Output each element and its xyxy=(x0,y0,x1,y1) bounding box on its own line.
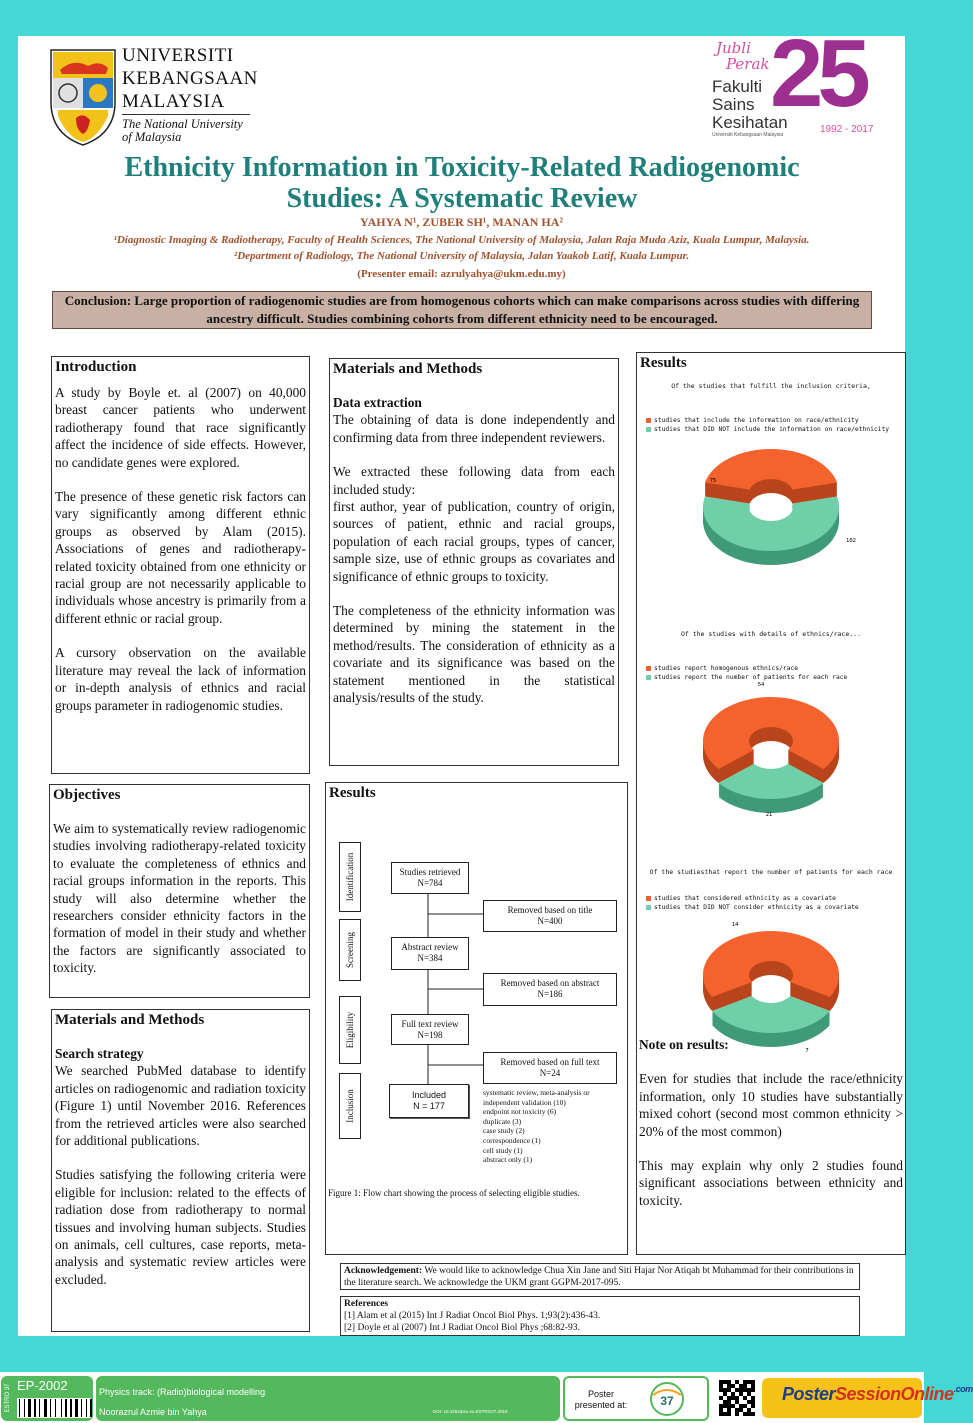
faculty-line: Kesihatan xyxy=(712,113,788,132)
subheading: Data extraction xyxy=(333,395,422,410)
footer-side xyxy=(3,1378,12,1418)
ukm-crest-logo xyxy=(48,42,118,147)
note-paragraph: Even for studies that include the race/ethnicity information, only 10 studies have substantially mixed cohort (second most common ethnicity > 20% of the most common) xyxy=(639,1071,903,1139)
stage-screening xyxy=(339,919,361,981)
section-heading: Objectives xyxy=(53,787,121,803)
box-fulltext-review xyxy=(391,1014,469,1045)
jubilee-university: Universiti Kebangsaan Malaysia xyxy=(712,132,784,138)
legend-swatch xyxy=(646,666,651,671)
references-heading: References xyxy=(344,1299,389,1309)
slice-value-label: 54 xyxy=(757,682,765,688)
slice-value-label: 21 xyxy=(765,812,773,818)
box-line: Abstract review xyxy=(401,942,459,952)
university-name-line: KEBANGSAAN xyxy=(122,68,258,89)
reference-item: [2] Doyle et al (2007) Int J Radiat Oncol Biol Phys ;68:82-93. xyxy=(344,1323,580,1333)
presented-line: presented at: xyxy=(574,1400,628,1410)
introduction-section xyxy=(51,356,310,774)
box-removed-fulltext xyxy=(483,1052,617,1084)
legend-label: studies report homogenous ethnics/race xyxy=(654,665,799,672)
paragraph: We extracted these following data from each included study: xyxy=(333,464,615,497)
footer-side-text: ESTRO 37 xyxy=(4,1383,11,1413)
reference-item: [1] Alam et al (2015) Int J Radiat Oncol Biol Phys. 1;93(2):436-43. xyxy=(344,1311,601,1321)
legend-label: studies that DID NOT include the information on race/ethnicity xyxy=(654,426,890,433)
methods-extraction-section xyxy=(329,358,619,766)
poster xyxy=(18,20,905,1336)
jubilee-logo xyxy=(712,20,882,140)
legend-entry xyxy=(646,673,847,682)
brand-part: SessionOnline xyxy=(835,1384,954,1404)
paragraph: We aim to systematically review radiogenomic studies involving radiotherapy-related toxicity to evaluate the completeness of ethnics and racial groups information in the reports. This study will also determine whether the researchers consider ethnicity factors in the formation of model in their study and whether the factors are significantly associated to toxicity. xyxy=(53,821,306,976)
university-name xyxy=(122,44,258,113)
affiliation-1: ¹Diagnostic Imaging & Radiotherapy, Faculty of Health Sciences, The National University of Malaysia, Jalan Raja Muda Aziz, Kuala Lumpur, Malaysia. xyxy=(113,234,810,246)
jubilee-number: 25 xyxy=(770,20,865,127)
legend-swatch xyxy=(646,418,651,423)
presented-text xyxy=(571,1389,631,1411)
doi-text: DOI: 10.3252/pso.eu.ESTRO37.2018 xyxy=(433,1409,508,1414)
slice-value-label: 75 xyxy=(709,478,717,484)
track-text: Physics track: (Radio)biological modelling xyxy=(99,1387,266,1397)
box-abstract-review xyxy=(391,937,469,970)
legend-swatch xyxy=(646,896,651,901)
poster-code: EP-2002 xyxy=(17,1378,68,1393)
chart-title: Of the studiesthat report the number of patients for each race xyxy=(649,868,893,876)
box-line: Full text review xyxy=(401,1019,459,1029)
paragraph: We searched PubMed database to identify articles on radiogenomic and radiation toxicity (Figure 1) until November 2016. References from the retrieved articles were also searched for additional publications. xyxy=(55,1063,306,1149)
note-heading: Note on results: xyxy=(639,1037,729,1052)
affiliation-2: ²Department of Radiology, The National University of Malaysia, Jalan Yaakob Latif, Kuala Lumpur. xyxy=(233,250,690,262)
objectives-section xyxy=(49,784,310,998)
exclusion-item: endpoint not toxicity (6) xyxy=(483,1107,557,1117)
section-heading: Results xyxy=(640,355,687,371)
paragraph: first author, year of publication, country of origin, sources of patient, ethnic and racial groups, population of each racial groups, types of cancer, sample size, use of ethnic groups as covariates and significance of ethnic groups to toxicity. xyxy=(333,499,615,584)
university-name-line: UNIVERSITI xyxy=(122,45,234,66)
presented-line: Poster xyxy=(587,1389,614,1399)
legend-swatch xyxy=(646,675,651,680)
note-paragraph: This may explain why only 2 studies found significant associations between ethnicity and toxicity. xyxy=(639,1158,903,1208)
paragraph: A study by Boyle et. al (2007) on 40,000 breast cancer patients who underwent radiotherapy found that race significantly affect the incidence of side effects. However, no candidate genes were explored. xyxy=(55,385,306,470)
subtitle-line: of Malaysia xyxy=(122,130,182,144)
donut-chart xyxy=(636,922,906,1052)
box-line: N = 177 xyxy=(413,1101,445,1111)
stage-label: Screening xyxy=(345,932,355,968)
stage-eligibility xyxy=(339,996,361,1064)
box-line: Removed based on full text xyxy=(500,1057,600,1067)
box-line: Studies retrieved xyxy=(399,867,461,877)
box-line: Included xyxy=(411,1090,447,1100)
footer-code-block xyxy=(1,1376,93,1421)
ack-label: Acknowledgement: xyxy=(344,1266,423,1276)
box-line: N=186 xyxy=(537,989,563,999)
methods-search-section xyxy=(51,1009,310,1332)
references-box xyxy=(340,1296,860,1336)
qr-code-icon xyxy=(718,1379,756,1417)
paragraph: Studies satisfying the following criteria were eligible for inclusion: related to the effects of radiation dose from radiotherapy to normal tissues and involving human subjects. Studies on animals, cell cultures, case reports, meta- analysis and systematic review articles were excluded. xyxy=(55,1167,306,1287)
acknowledgement-box xyxy=(340,1263,860,1290)
postersessiononline-logo xyxy=(762,1378,973,1418)
box-line: Removed based on abstract xyxy=(500,978,600,988)
legend-label: studies that include the information on race/ethnicity xyxy=(654,417,859,424)
box-line: N=24 xyxy=(539,1068,561,1078)
stage-label: Inclusion xyxy=(345,1089,355,1123)
slice-value-label: 7 xyxy=(805,1048,809,1054)
stage-inclusion xyxy=(339,1073,361,1139)
title-line: Studies: A Systematic Review xyxy=(286,183,638,214)
section-heading: Results xyxy=(329,785,376,801)
stage-identification xyxy=(339,842,361,912)
legend-entry xyxy=(646,664,847,673)
subheading: Search strategy xyxy=(55,1046,144,1061)
flowchart-connectors xyxy=(325,782,628,1255)
box-removed-title xyxy=(483,900,617,932)
legend-swatch xyxy=(646,427,651,432)
footer-info-block xyxy=(96,1376,560,1421)
footer xyxy=(0,1372,973,1423)
ack-text: We would like to acknowledge Chua Xin Jane and Siti Hajar Nor Atiqah bt Muhammad for their contributions in the literature search. We acknowledge the UKM grant GGPM-2017-095. xyxy=(344,1266,854,1288)
stage-label: Eligibility xyxy=(345,1011,355,1049)
box-line: N=400 xyxy=(537,916,563,926)
chart-legend xyxy=(646,664,847,682)
box-line: Removed based on title xyxy=(507,905,593,915)
title-line: Ethnicity Information in Toxicity-Related Radiogenomic xyxy=(124,152,800,183)
conclusion-banner: Conclusion: Large proportion of radiogenomic studies are from homogenous cohorts which can make comparisons across studies with differing ancestry difficult. Studies combining cohorts from different ethnicity need to be encouraged. xyxy=(52,291,872,329)
legend-entry xyxy=(646,903,859,912)
faculty-line: Fakulti xyxy=(712,77,763,96)
exclusion-item: correspondence (1) xyxy=(483,1135,541,1145)
university-subtitle xyxy=(122,118,243,144)
brand-part: .com xyxy=(953,1384,973,1394)
slice-value-label: 102 xyxy=(846,538,856,544)
exclusion-reasons xyxy=(483,1088,590,1165)
legend-label: studies that DID NOT consider ethnicity as a covariate xyxy=(654,904,859,911)
legend-swatch xyxy=(646,905,651,910)
legend-entry xyxy=(646,894,859,903)
chart-legend xyxy=(646,416,889,434)
jubilee-script-line: Jubli xyxy=(716,39,751,57)
jubilee-script-line: Perak xyxy=(726,55,770,73)
legend-entry xyxy=(646,416,889,425)
exclusion-item: abstract only (1) xyxy=(483,1155,533,1165)
author-text: Noorazrul Azmie bin Yahya xyxy=(99,1407,207,1417)
jubilee-script xyxy=(716,40,770,72)
exclusion-item: duplicate (3) xyxy=(483,1116,522,1126)
brand-text xyxy=(782,1384,973,1405)
university-name-line: MALAYSIA xyxy=(122,91,225,112)
subtitle-line: The National University xyxy=(122,117,243,131)
exclusion-item: cell study (1) xyxy=(483,1145,523,1155)
paragraph: The presence of these genetic risk factors can vary significantly among different ethnic groups as observed by Alam (2015). Associations of genes and radiotherapy-related toxicity obtained from one ethnicity or racial group are not necessarily applicable to individuals whose ancestry is primarily from a different ethnic or racial group. xyxy=(55,489,306,626)
box-line: N=784 xyxy=(417,878,443,888)
donut-chart xyxy=(636,682,906,818)
chart-title: Of the studies that fulfill the inclusion criteria, xyxy=(671,382,871,390)
barcode-icon xyxy=(17,1398,91,1418)
flowchart xyxy=(325,782,628,1255)
estro-logo xyxy=(647,1381,687,1417)
legend-label: studies report the number of patients for each race xyxy=(654,674,848,681)
brand-part: Poster xyxy=(782,1384,836,1404)
jubilee-years: 1992 - 2017 xyxy=(820,124,874,135)
paragraph: The obtaining of data is done independently and confirming data from three independent reviewers. xyxy=(333,412,615,445)
section-heading: Materials and Methods xyxy=(55,1012,205,1028)
estro-number: 37 xyxy=(660,1394,674,1408)
box-studies-retrieved xyxy=(391,862,469,894)
legend-entry xyxy=(646,425,889,434)
box-line: N=198 xyxy=(417,1030,443,1040)
note-on-results xyxy=(639,1036,903,1209)
box-removed-abstract xyxy=(483,973,617,1006)
poster-title xyxy=(58,152,866,214)
slice-value-label: 14 xyxy=(731,922,739,928)
section-heading: Introduction xyxy=(55,359,137,375)
exclusion-item: systematic review, meta-analysis or xyxy=(483,1088,590,1097)
chart-title: Of the studies with details of ethnics/race... xyxy=(680,630,861,638)
chart-legend xyxy=(646,894,859,912)
legend-label: studies that considered ethnicity as a covariate xyxy=(654,895,836,902)
presenter-email: (Presenter email: azrulyahya@ukm.edu.my) xyxy=(357,268,566,280)
stage-label: Identification xyxy=(345,852,355,902)
presented-at-block xyxy=(563,1376,709,1421)
figure-caption: Figure 1: Flow chart showing the process of selecting eligible studies. xyxy=(328,1188,580,1198)
paragraph: A cursory observation on the available literature may reveal the lack of information or in-depth analysis of ethnics and racial groups parameter in radiogenomic studies. xyxy=(55,645,306,713)
box-included xyxy=(389,1084,469,1118)
faculty-line: Sains xyxy=(712,95,755,114)
box-line: N=384 xyxy=(417,953,443,963)
exclusion-item: case study (2) xyxy=(483,1126,525,1136)
exclusion-item: independent validation (10) xyxy=(483,1097,566,1107)
section-heading: Materials and Methods xyxy=(333,361,483,377)
donut-chart xyxy=(636,440,906,570)
faculty-name xyxy=(712,78,788,132)
paragraph: The completeness of the ethnicity information was determined by mining the statement in the method/results. The consideration of ethnicity as a covariate and its significance was based on the statement mentioned in the statistical analysis/results of the study. xyxy=(333,603,615,706)
authors: YAHYA N¹, ZUBER SH¹, MANAN HA² xyxy=(360,215,563,229)
